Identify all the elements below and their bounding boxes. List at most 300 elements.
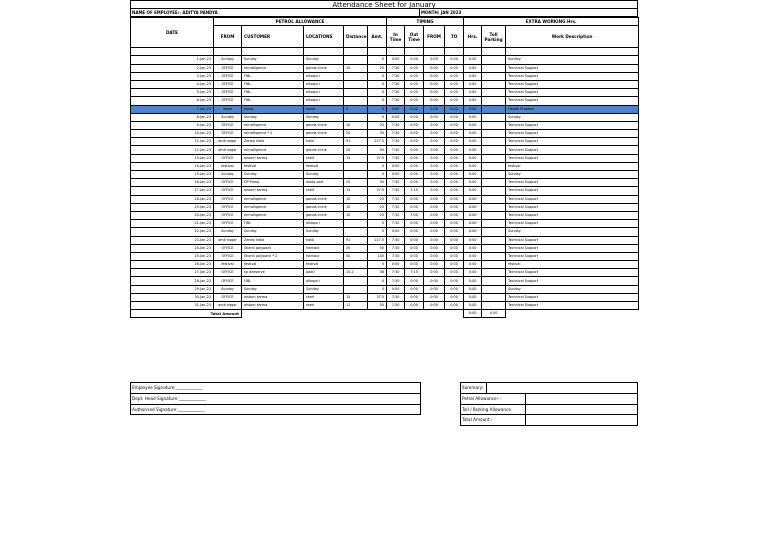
table-cell: Technical Support xyxy=(506,97,639,105)
table-cell: FIBL xyxy=(242,97,304,105)
table-cell: 0:00 xyxy=(387,171,405,179)
table-cell: festival xyxy=(304,162,344,170)
table-row xyxy=(131,97,639,105)
table-cell: 10 xyxy=(344,195,368,203)
table-cell: 25 xyxy=(368,64,387,72)
table-cell: 10 xyxy=(344,64,368,72)
summary-petrol-label: Petrol Allowance:- xyxy=(462,395,500,401)
table-cell: 37.5 xyxy=(368,293,387,301)
table-cell xyxy=(482,80,506,88)
table-cell: 0:00 xyxy=(464,302,482,310)
employee-signature: Employee Signature:_____________ xyxy=(131,383,420,394)
table-cell: 27-Jan-23 xyxy=(131,269,214,277)
table-cell: OFFICE xyxy=(214,211,242,219)
table-cell: alstom karma xyxy=(242,154,304,162)
table-cell xyxy=(344,56,368,64)
table-cell: 0 xyxy=(368,113,387,121)
table-cell: 18-Jan-23 xyxy=(131,195,214,203)
table-cell: OFFICE xyxy=(214,269,242,277)
table-cell xyxy=(344,80,368,88)
table-cell: 0:00 xyxy=(424,130,445,138)
table-row xyxy=(131,203,639,211)
table-cell: OFFICE xyxy=(214,130,242,138)
table-cell: 7-Jan-23 xyxy=(131,105,214,113)
table-cell: OFFICE xyxy=(214,97,242,105)
table-cell: 50 xyxy=(368,146,387,154)
table-cell: 0:00 xyxy=(464,64,482,72)
table-cell xyxy=(482,97,506,105)
table-cell: 0:00 xyxy=(424,277,445,285)
table-cell: alkapuri xyxy=(304,97,344,105)
table-cell: Zenep India xyxy=(242,138,304,146)
table-row xyxy=(131,89,639,97)
table-cell: sherl xyxy=(304,154,344,162)
table-row xyxy=(131,121,639,129)
table-cell: 7:30 xyxy=(387,138,405,146)
table-cell: 15 xyxy=(344,154,368,162)
table-cell: 0:00 xyxy=(405,154,424,162)
table-cell xyxy=(344,220,368,228)
table-cell: Sunday xyxy=(304,56,344,64)
table-cell: 0:00 xyxy=(424,236,445,244)
table-cell: 0:00 xyxy=(464,244,482,252)
table-cell: 0:00 xyxy=(405,56,424,64)
table-cell: amit nagar xyxy=(214,146,242,154)
table-cell: 0:00 xyxy=(424,269,445,277)
table-cell: Sunday xyxy=(242,285,304,293)
timing-header: TIMING xyxy=(387,18,464,26)
table-cell xyxy=(482,261,506,269)
table-cell: 0:00 xyxy=(387,261,405,269)
table-cell: 37.5 xyxy=(368,154,387,162)
table-cell: 14-Jan-23 xyxy=(131,162,214,170)
table-cell: Technical Support xyxy=(506,277,639,285)
table-cell: 30-Jan-23 xyxy=(131,293,214,301)
table-cell: Technical Support xyxy=(506,236,639,244)
summary-total-label: Total Amount:- xyxy=(462,417,493,423)
table-cell: leave xyxy=(304,105,344,113)
table-cell: 0:00 xyxy=(445,113,464,121)
table-cell: 15.2 xyxy=(344,269,368,277)
table-cell: 38 xyxy=(368,269,387,277)
table-cell: ganda circle xyxy=(304,121,344,129)
table-cell: 15-Jan-23 xyxy=(131,171,214,179)
table-cell: 0:00 xyxy=(424,252,445,260)
table-cell: festival xyxy=(242,261,304,269)
table-cell: 50 xyxy=(368,130,387,138)
table-cell: 0:00 xyxy=(445,56,464,64)
table-cell: Shanti polypack xyxy=(242,244,304,252)
table-cell: 0:00 xyxy=(464,154,482,162)
table-cell: Sunday xyxy=(506,113,639,121)
group-header-row xyxy=(131,18,639,26)
table-cell xyxy=(344,261,368,269)
table-cell: 0 xyxy=(368,72,387,80)
table-cell: 0:00 xyxy=(424,154,445,162)
table-cell: 7:30 xyxy=(387,154,405,162)
table-cell: 50 xyxy=(368,244,387,252)
table-cell: OFFICE xyxy=(214,89,242,97)
table-cell xyxy=(482,171,506,179)
table-cell: 0:00 xyxy=(387,162,405,170)
table-cell: 0:00 xyxy=(464,146,482,154)
table-cell: 0:00 xyxy=(464,195,482,203)
table-cell: 0:00 xyxy=(424,211,445,219)
table-cell: 0:00 xyxy=(445,138,464,146)
table-cell: 0:00 xyxy=(445,80,464,88)
table-cell: Sunday xyxy=(242,228,304,236)
col-out-time: Out Time xyxy=(405,26,424,48)
table-cell: 0:00 xyxy=(464,228,482,236)
table-cell: 0:00 xyxy=(405,277,424,285)
table-cell: 0:00 xyxy=(464,203,482,211)
table-cell: 0:00 xyxy=(424,162,445,170)
table-cell: Technical Support xyxy=(506,154,639,162)
table-cell: 0:00 xyxy=(445,72,464,80)
table-cell xyxy=(344,228,368,236)
table-cell: Sunday xyxy=(214,228,242,236)
table-cell: 0 xyxy=(368,277,387,285)
table-cell: 0:00 xyxy=(445,171,464,179)
table-cell: 7:30 xyxy=(387,220,405,228)
table-cell: 7:30 xyxy=(387,121,405,129)
table-cell: 25 xyxy=(368,195,387,203)
table-cell: 0:00 xyxy=(464,220,482,228)
table-cell: Technical Support xyxy=(506,220,639,228)
table-cell: 7:30 xyxy=(387,89,405,97)
table-cell: 0:00 xyxy=(445,130,464,138)
signature-box xyxy=(130,382,421,415)
table-cell xyxy=(482,195,506,203)
table-cell: Sunday xyxy=(242,171,304,179)
col-toll-parking: Toll Parking xyxy=(482,26,506,48)
table-cell: 7:30 xyxy=(387,146,405,154)
table-cell: 0:00 xyxy=(424,105,445,113)
col-distance: Distance xyxy=(344,26,368,48)
table-row xyxy=(131,244,639,252)
table-cell: 0:00 xyxy=(464,293,482,301)
table-cell xyxy=(482,89,506,97)
table-cell: 0:00 xyxy=(464,277,482,285)
table-cell: 0:00 xyxy=(464,130,482,138)
table-cell: Technical Support xyxy=(506,244,639,252)
table-cell: 0:00 xyxy=(464,80,482,88)
table-cell: 7:30 xyxy=(387,293,405,301)
table-cell: mirraIligence xyxy=(242,195,304,203)
total-row xyxy=(131,310,639,318)
table-cell: 0 xyxy=(368,220,387,228)
table-cell: 7:30 xyxy=(387,179,405,187)
table-row xyxy=(131,138,639,146)
table-cell: 0:00 xyxy=(405,72,424,80)
table-cell: 0:00 xyxy=(445,269,464,277)
table-cell: Technical Support xyxy=(506,195,639,203)
table-cell: 0:00 xyxy=(445,203,464,211)
table-cell: 23-Jan-23 xyxy=(131,236,214,244)
total-label: Total Amount xyxy=(131,310,242,318)
table-cell: Sunday xyxy=(304,113,344,121)
table-cell: 0:00 xyxy=(424,171,445,179)
summary-total-row xyxy=(461,415,637,425)
table-cell xyxy=(482,277,506,285)
col-work-description: Work Description xyxy=(506,26,639,48)
table-cell: 0:00 xyxy=(464,72,482,80)
table-cell: 10 xyxy=(344,211,368,219)
table-cell: 20 xyxy=(344,146,368,154)
table-cell: 6-Jan-23 xyxy=(131,97,214,105)
table-cell: 24-Jan-23 xyxy=(131,244,214,252)
table-cell: 0:00 xyxy=(424,285,445,293)
table-cell: 0:00 xyxy=(424,113,445,121)
table-cell: 0:00 xyxy=(387,105,405,113)
table-cell: OFFICE xyxy=(214,121,242,129)
table-row xyxy=(131,269,639,277)
table-cell: 0:00 xyxy=(445,187,464,195)
table-cell: sp aireserve xyxy=(242,269,304,277)
summary-label: Summary: xyxy=(462,385,484,390)
table-cell: 25 xyxy=(368,211,387,219)
table-cell xyxy=(482,154,506,162)
table-cell: OFFICE xyxy=(214,220,242,228)
table-cell: 0:00 xyxy=(405,203,424,211)
table-cell: 0:00 xyxy=(424,72,445,80)
table-cell: 0:00 xyxy=(387,228,405,236)
table-cell xyxy=(344,113,368,121)
table-cell: mirraIligence * 2 xyxy=(242,130,304,138)
col-to: TO xyxy=(445,26,464,48)
table-cell: 0:00 xyxy=(387,56,405,64)
table-cell xyxy=(482,146,506,154)
table-cell: Sunday xyxy=(506,56,639,64)
table-cell: 22-Jan-23 xyxy=(131,228,214,236)
table-cell: 0:00 xyxy=(405,130,424,138)
table-cell: 7:30 xyxy=(387,203,405,211)
attendance-table xyxy=(130,17,639,318)
table-cell xyxy=(344,162,368,170)
table-cell: alkapuri xyxy=(304,72,344,80)
table-cell: Technical Support xyxy=(506,130,639,138)
table-cell: Technical Support xyxy=(506,302,639,310)
authorised-signature: Authorised Signature:_____________ xyxy=(132,406,205,412)
col-amount: Amt. xyxy=(368,26,387,48)
col-customer: CUSTOMER xyxy=(242,26,304,48)
table-cell: 31-Jan-23 xyxy=(131,302,214,310)
table-cell: 0:00 xyxy=(445,162,464,170)
summary-toll-label: Toll / Parking Allowance xyxy=(462,406,511,412)
table-cell: 0:00 xyxy=(387,285,405,293)
table-cell xyxy=(482,121,506,129)
table-cell: 0:00 xyxy=(405,105,424,113)
table-cell: Technical Support xyxy=(506,121,639,129)
table-cell: 7:30 xyxy=(387,64,405,72)
table-cell: 10 xyxy=(344,203,368,211)
table-cell: 9-Jan-23 xyxy=(131,121,214,129)
table-cell: 0:00 xyxy=(424,203,445,211)
table-cell: OFFICE xyxy=(214,252,242,260)
table-cell xyxy=(344,277,368,285)
table-cell: halol xyxy=(304,236,344,244)
table-cell: 0:00 xyxy=(405,121,424,129)
table-cell: 0:00 xyxy=(424,138,445,146)
col-in-time: In Time xyxy=(387,26,405,48)
table-cell: amit nagar xyxy=(214,138,242,146)
table-cell: 0:00 xyxy=(405,64,424,72)
table-row xyxy=(131,179,639,187)
table-cell: 0:00 xyxy=(424,64,445,72)
table-cell xyxy=(344,89,368,97)
table-cell: akota port xyxy=(304,179,344,187)
table-cell: 0 xyxy=(368,80,387,88)
table-cell: 7:30 xyxy=(387,252,405,260)
table-cell: 7:15 xyxy=(405,269,424,277)
table-row xyxy=(131,80,639,88)
table-cell xyxy=(482,293,506,301)
table-cell: 0:00 xyxy=(445,236,464,244)
table-cell: mirraIligence xyxy=(242,64,304,72)
table-cell: 7:30 xyxy=(387,80,405,88)
table-cell: 0:00 xyxy=(464,89,482,97)
table-cell: Sunday xyxy=(214,285,242,293)
table-cell: Technical Support xyxy=(506,252,639,260)
table-cell xyxy=(482,203,506,211)
col-hrs: Hrs. xyxy=(464,26,482,48)
table-cell: 21-Jan-23 xyxy=(131,220,214,228)
table-cell: 0:00 xyxy=(424,293,445,301)
table-cell: Shanti polypack * 2 xyxy=(242,252,304,260)
table-cell: Sunday xyxy=(214,113,242,121)
table-cell: OFFICE xyxy=(214,72,242,80)
table-cell: 0:00 xyxy=(405,89,424,97)
table-cell: Sunday xyxy=(506,228,639,236)
table-cell: 3-Jan-23 xyxy=(131,72,214,80)
table-cell: OFFICE xyxy=(214,203,242,211)
table-cell: OFFICE xyxy=(214,244,242,252)
table-cell: OFFICE xyxy=(214,80,242,88)
table-cell: 0:00 xyxy=(424,187,445,195)
table-cell: padri xyxy=(304,269,344,277)
table-cell: 25 xyxy=(368,203,387,211)
table-cell: OFFICE xyxy=(214,154,242,162)
table-cell: 1-Jan-23 xyxy=(131,56,214,64)
table-cell: 0:00 xyxy=(424,89,445,97)
table-row xyxy=(131,302,639,310)
table-cell: 0:00 xyxy=(464,252,482,260)
table-cell: Technical Support xyxy=(506,211,639,219)
table-cell: 28-Jan-23 xyxy=(131,277,214,285)
table-cell xyxy=(482,138,506,146)
table-cell: 0 xyxy=(368,105,387,113)
table-cell: 37.5 xyxy=(368,187,387,195)
spacer-row xyxy=(131,48,639,56)
table-cell: 227.5 xyxy=(368,236,387,244)
table-cell: 20-Jan-23 xyxy=(131,211,214,219)
table-cell: 15 xyxy=(344,187,368,195)
table-cell: 7:30 xyxy=(387,269,405,277)
table-cell: 0:00 xyxy=(405,252,424,260)
extra-working-header: EXTRA WORKING Hrs. xyxy=(464,18,639,26)
table-cell: Technical Support xyxy=(506,179,639,187)
table-cell: 0:00 xyxy=(464,113,482,121)
table-cell: alstom karma xyxy=(242,293,304,301)
table-cell: 0:00 xyxy=(464,236,482,244)
table-cell: Sunday xyxy=(506,171,639,179)
table-cell: 0:00 xyxy=(405,236,424,244)
table-cell: 0:00 xyxy=(424,179,445,187)
table-cell xyxy=(482,252,506,260)
table-cell: 0:00 xyxy=(424,195,445,203)
table-cell: 0:00 xyxy=(445,105,464,113)
table-cell: OFFICE xyxy=(214,187,242,195)
table-cell: Sunday xyxy=(304,285,344,293)
table-cell: 0:00 xyxy=(405,220,424,228)
table-row xyxy=(131,277,639,285)
table-cell: 0:00 xyxy=(464,211,482,219)
table-cell: 0:00 xyxy=(405,293,424,301)
table-cell: festival xyxy=(304,261,344,269)
dept-head-signature: Dept. Head Signature:_____________ xyxy=(131,394,420,405)
table-cell: Technical Support xyxy=(506,89,639,97)
table-row xyxy=(131,64,639,72)
table-cell: 0:00 xyxy=(445,121,464,129)
table-cell: 4-Jan-23 xyxy=(131,80,214,88)
table-cell: 0:00 xyxy=(424,146,445,154)
attendance-rows xyxy=(131,56,639,310)
table-cell: 7:30 xyxy=(387,97,405,105)
table-cell: sherl xyxy=(304,187,344,195)
table-cell: 19-Jan-23 xyxy=(131,203,214,211)
table-cell: Technical Support xyxy=(506,80,639,88)
table-cell: 5-Jan-23 xyxy=(131,89,214,97)
table-cell: 0:00 xyxy=(445,89,464,97)
table-row xyxy=(131,195,639,203)
table-cell: Sunday xyxy=(214,56,242,64)
table-cell xyxy=(482,236,506,244)
table-cell: 7:30 xyxy=(387,72,405,80)
table-cell: 0:00 xyxy=(445,154,464,162)
table-row xyxy=(131,236,639,244)
table-cell: alkapuri xyxy=(304,220,344,228)
table-cell xyxy=(482,302,506,310)
table-cell: Sunday xyxy=(242,113,304,121)
table-row xyxy=(131,130,639,138)
table-cell: festival xyxy=(506,261,639,269)
table-cell: OFFICE xyxy=(214,179,242,187)
table-cell: 7:30 xyxy=(387,244,405,252)
table-cell: OFFICE xyxy=(214,277,242,285)
table-cell: 91 xyxy=(344,138,368,146)
employee-name: NAME OF EMPLOYEE:- ADITYA PANDYA xyxy=(130,9,420,17)
table-cell: 7:30 xyxy=(387,302,405,310)
table-cell: 0:00 xyxy=(445,277,464,285)
table-cell: 0 xyxy=(368,56,387,64)
header-info-row xyxy=(130,9,638,17)
table-cell: 0:00 xyxy=(464,121,482,129)
table-cell: 0:00 xyxy=(424,97,445,105)
table-cell: 0:00 xyxy=(464,105,482,113)
col-date: DATE xyxy=(131,18,214,48)
table-cell: 0:00 xyxy=(405,244,424,252)
table-cell: ganda circle xyxy=(304,203,344,211)
table-cell: Technical Support xyxy=(506,72,639,80)
table-cell xyxy=(482,72,506,80)
table-cell xyxy=(482,64,506,72)
table-cell xyxy=(482,130,506,138)
table-cell: 0:00 xyxy=(405,138,424,146)
table-row xyxy=(131,285,639,293)
table-row xyxy=(131,162,639,170)
table-cell: 0 xyxy=(368,228,387,236)
table-cell: 0:00 xyxy=(405,80,424,88)
